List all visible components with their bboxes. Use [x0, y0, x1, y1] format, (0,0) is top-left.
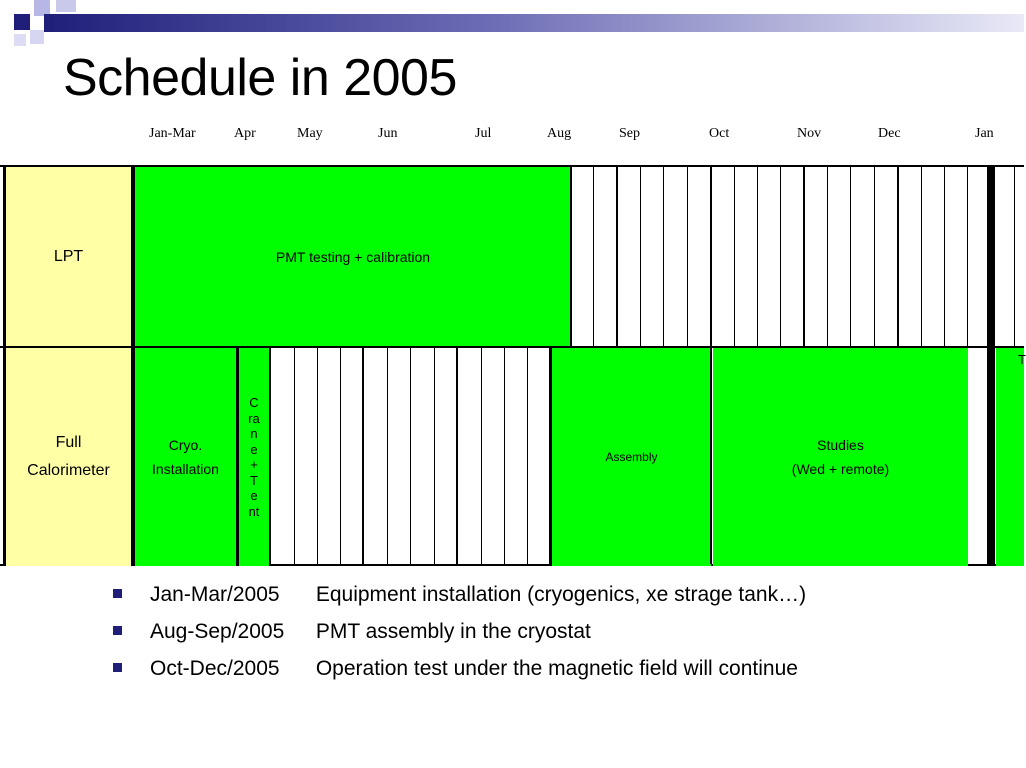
week-line: [504, 347, 505, 566]
task-label: Studies: [817, 437, 864, 453]
grid-line: [236, 348, 239, 564]
grid-line: [362, 348, 364, 564]
row-label-lpt: [6, 167, 131, 346]
week-line: [434, 347, 435, 566]
grid-line: [897, 167, 899, 346]
week-line: [827, 167, 828, 347]
week-line: [780, 167, 781, 347]
task-label: Installation: [152, 461, 219, 477]
bullet-text: Operation test under the magnetic field will continue: [315, 657, 798, 680]
task-assembly: [552, 348, 711, 566]
bullet-text: PMT assembly in the cryostat: [315, 620, 591, 643]
bullet-date: Jan-Mar/2005: [150, 583, 280, 606]
week-line: [944, 167, 945, 347]
week-line: [874, 167, 875, 347]
week-line: [317, 347, 318, 566]
title-gradient-bar: [44, 14, 1024, 32]
task-label: Crane+Tent: [248, 395, 260, 519]
row-label-text: LPT: [53, 247, 84, 265]
square-bullet-icon: [113, 663, 122, 672]
week-line: [387, 347, 388, 566]
week-line: [850, 167, 851, 347]
bullet-item: [113, 613, 806, 650]
month-label: Jul: [475, 126, 492, 141]
decor-square: [14, 34, 26, 46]
month-label: May: [297, 126, 323, 141]
row-label-line: Full: [55, 434, 82, 451]
grid-line: [269, 348, 271, 564]
week-line: [294, 347, 295, 566]
task-crane-tent: [239, 348, 269, 566]
schedule-grid: [0, 165, 1024, 566]
month-label: Aug: [547, 126, 572, 141]
grid-line-year: [987, 167, 995, 564]
square-bullet-icon: [113, 626, 122, 635]
task-label: PMT testing + calibration: [275, 248, 431, 265]
task-label: (Wed + remote): [791, 461, 890, 477]
week-line: [663, 167, 664, 347]
grid-line-thick: [3, 167, 6, 564]
month-label: Jun: [378, 126, 398, 141]
week-line: [1014, 167, 1015, 347]
grid-line: [570, 167, 572, 346]
task-label: Cryo.: [168, 437, 203, 453]
month-label: Oct: [709, 126, 730, 141]
week-line: [967, 167, 968, 347]
bullet-item: [113, 576, 806, 613]
row-label-calorimeter: [6, 348, 131, 566]
week-line: [921, 167, 922, 347]
week-line: [340, 347, 341, 566]
month-label: Apr: [234, 126, 256, 141]
task-label: Assembly: [605, 450, 658, 464]
decor-square: [56, 0, 76, 12]
week-line: [593, 167, 594, 347]
square-bullet-icon: [113, 589, 122, 598]
grid-line: [710, 167, 712, 564]
grid-line: [549, 348, 552, 564]
grid-line: [616, 167, 618, 346]
week-line: [481, 347, 482, 566]
month-label: Sep: [619, 126, 640, 141]
month-label: Jan: [975, 126, 994, 141]
task-continued: [996, 348, 1024, 566]
bullet-text: Equipment installation (cryogenics, xe strage tank…): [315, 583, 807, 606]
bullet-item: [113, 650, 806, 687]
week-line: [687, 167, 688, 347]
task-label: T: [1018, 352, 1026, 367]
month-label: Dec: [878, 126, 901, 141]
decor-square: [30, 30, 44, 44]
task-pmt-testing: [135, 167, 571, 346]
week-line: [757, 167, 758, 347]
bullet-date: Aug-Sep/2005: [150, 620, 285, 643]
month-label: Jan-Mar: [149, 126, 196, 141]
week-line: [640, 167, 641, 347]
bullet-date: Oct-Dec/2005: [150, 657, 280, 680]
week-line: [527, 347, 528, 566]
slide-title: Schedule in 2005: [63, 49, 457, 107]
grid-line: [456, 348, 458, 564]
grid-line-thick: [131, 167, 135, 564]
decor-square: [14, 14, 30, 30]
week-line: [734, 167, 735, 347]
task-cryo-installation: [135, 348, 236, 566]
grid-line: [803, 167, 805, 346]
bullet-list: [113, 576, 806, 687]
month-label: Nov: [797, 126, 822, 141]
row-label-line: Calorimeter: [27, 462, 110, 479]
week-line: [410, 347, 411, 566]
task-studies: [713, 348, 968, 566]
